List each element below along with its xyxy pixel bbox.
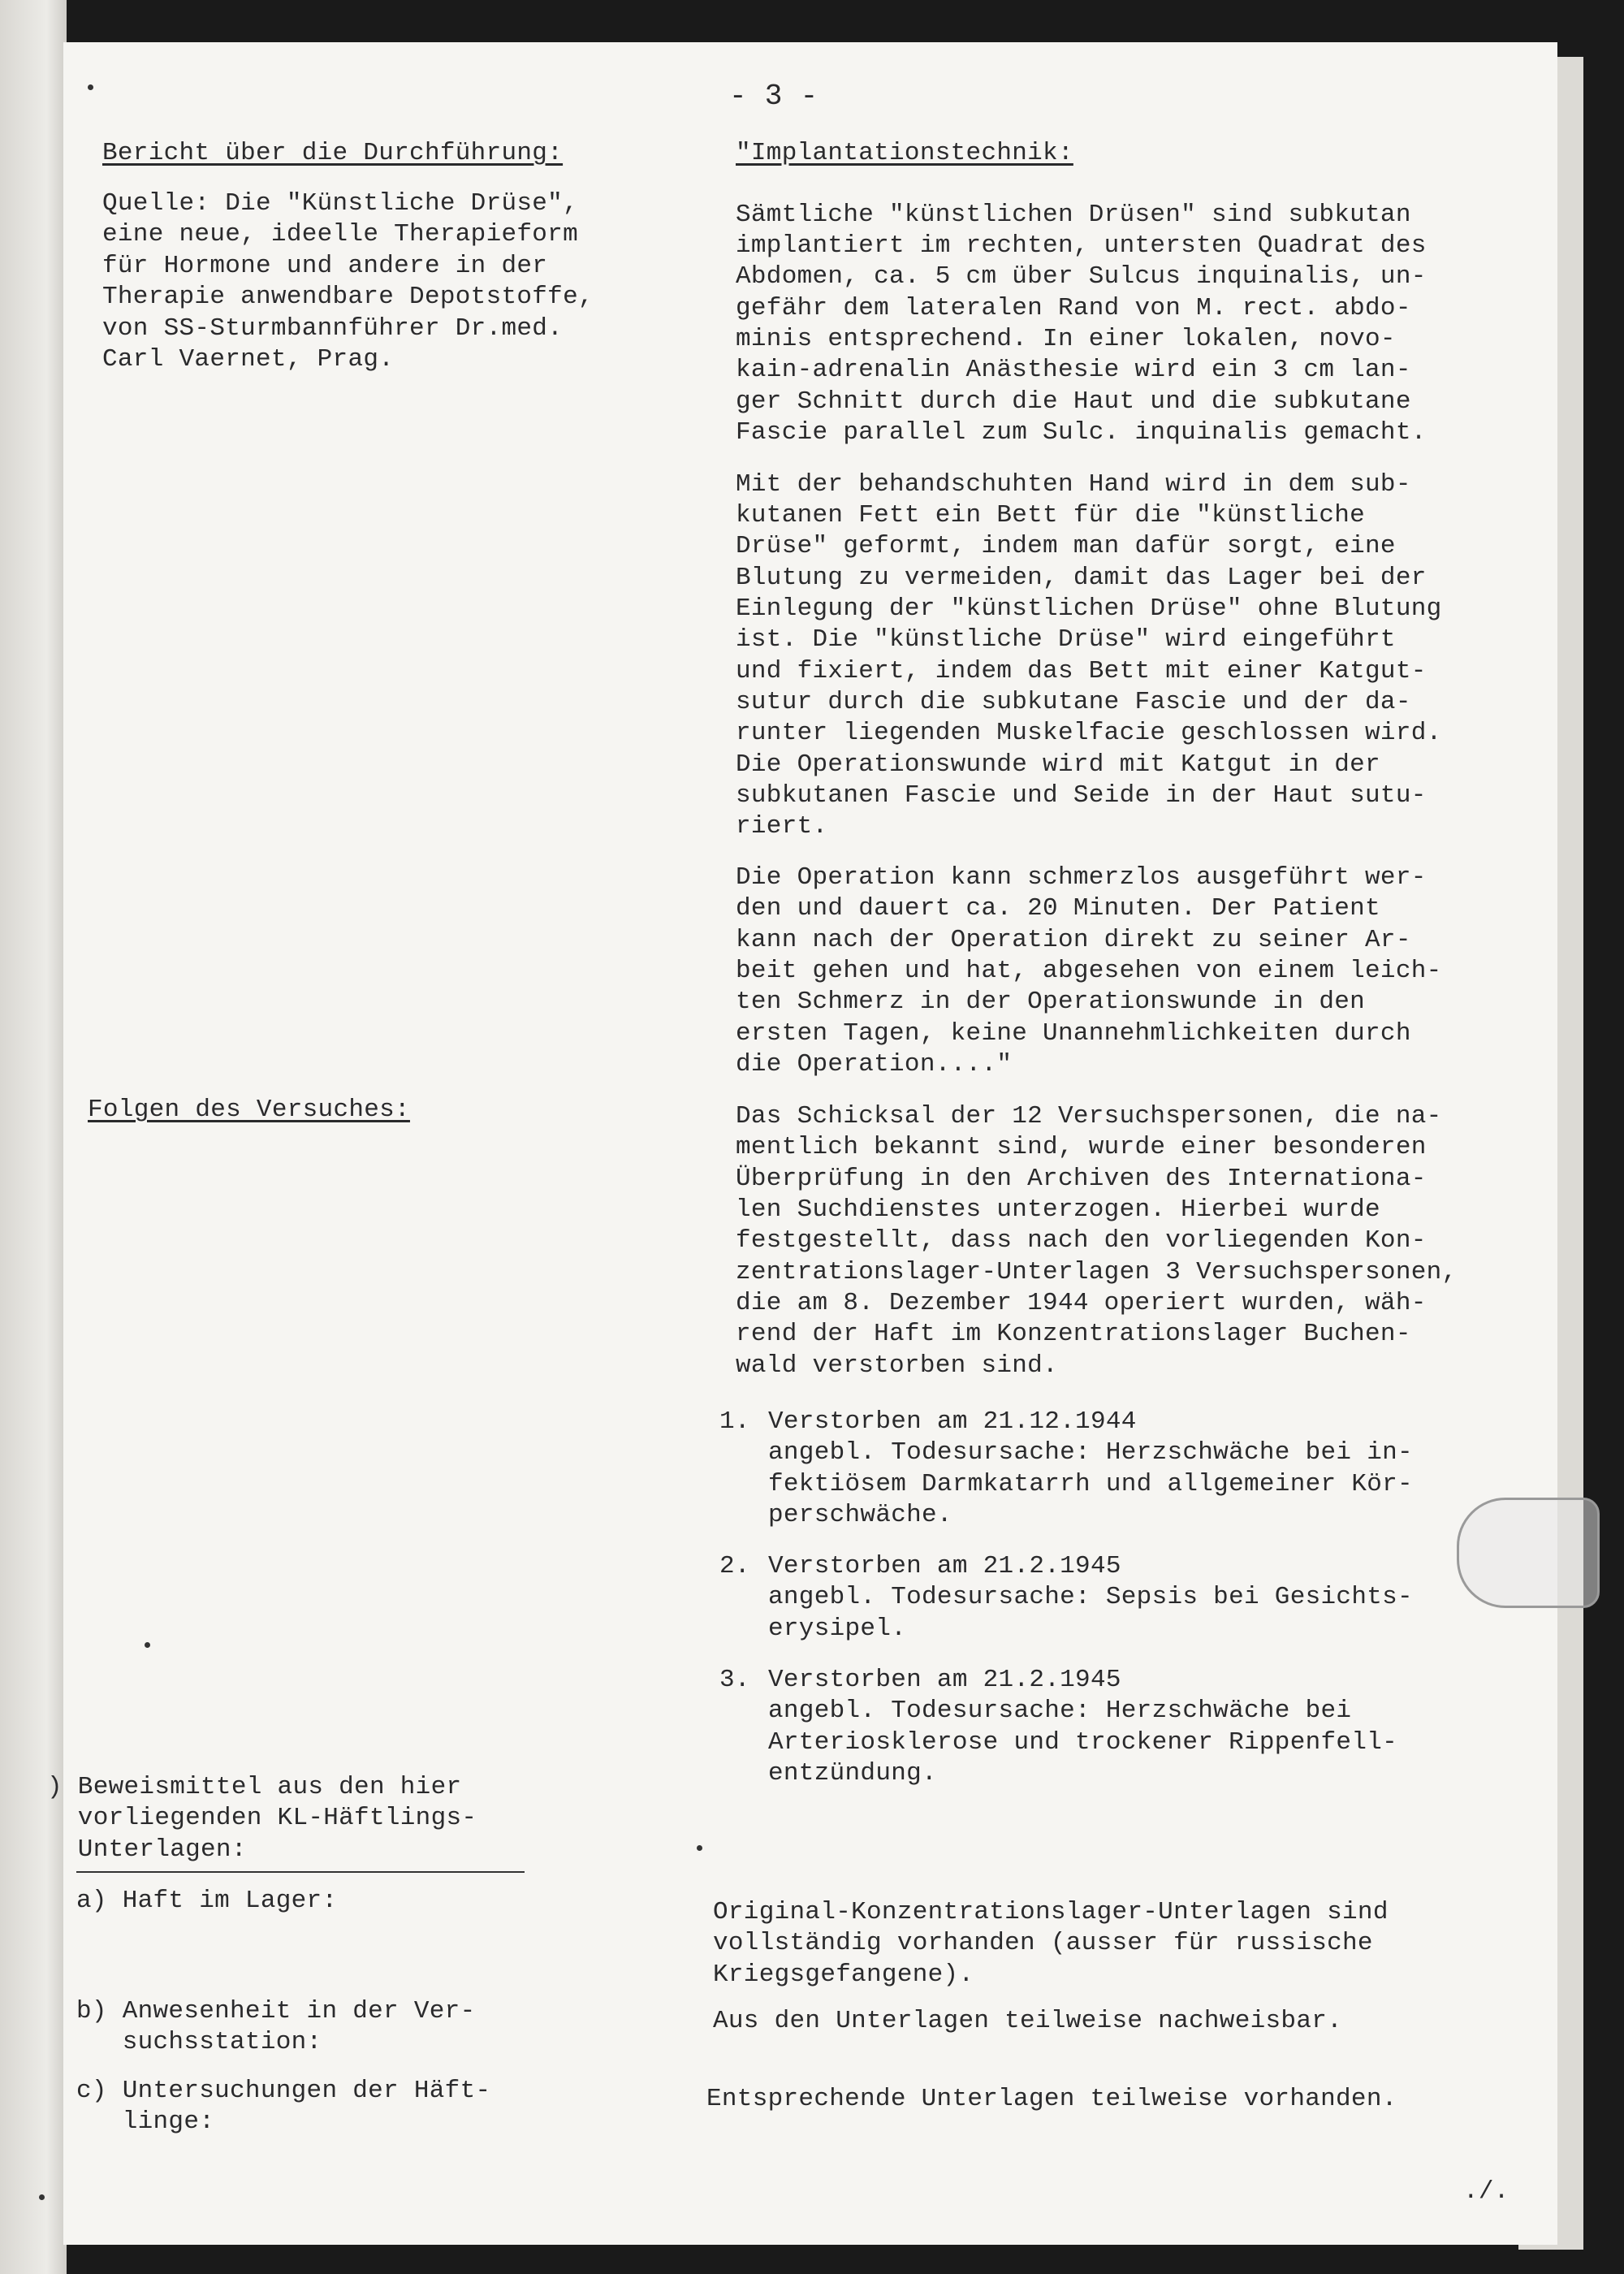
item-b-line: b) Anwesenheit in der Ver- bbox=[76, 1997, 476, 2025]
death-line: erysipel. bbox=[768, 1615, 907, 1643]
answer-c: Entsprechende Unterlagen teilweise vorhanden. bbox=[706, 2085, 1397, 2113]
text-line: implantiert im rechten, untersten Quadrat des bbox=[736, 231, 1427, 260]
text-line: mentlich bekannt sind, wurde einer besonderen bbox=[736, 1133, 1427, 1161]
text-line: festgestellt, dass nach den vorliegenden Kon- bbox=[736, 1226, 1427, 1255]
text-line: Kriegsgefangene). bbox=[713, 1961, 974, 1989]
death-line: angebl. Todesursache: Herzschwäche bei bbox=[768, 1697, 1352, 1725]
text-line: riert. bbox=[736, 812, 828, 841]
text-line: Abdomen, ca. 5 cm über Sulcus inquinalis, un- bbox=[736, 262, 1427, 291]
item-a: a) Haft im Lager: bbox=[76, 1887, 338, 1915]
death-number: 3. bbox=[719, 1666, 750, 1694]
item-c-line: linge: bbox=[76, 2108, 215, 2136]
text-line: Original-Konzentrationslager-Unterlagen sind bbox=[713, 1898, 1389, 1926]
text-line: zentrationslager-Unterlagen 3 Versuchspersonen, bbox=[736, 1258, 1458, 1286]
text-line: kann nach der Operation direkt zu seiner Ar- bbox=[736, 926, 1411, 954]
source-line: Therapie anwendbare Depotstoffe, bbox=[102, 283, 594, 311]
death-line: Verstorben am 21.2.1945 bbox=[768, 1552, 1121, 1580]
text-line: Die Operation kann schmerzlos ausgeführt wer- bbox=[736, 863, 1427, 892]
death-line: angebl. Todesursache: Herzschwäche bei in- bbox=[768, 1438, 1413, 1467]
source-line: Carl Vaernet, Prag. bbox=[102, 345, 395, 374]
source-line: eine neue, ideelle Therapieform bbox=[102, 220, 578, 249]
death-number: 2. bbox=[719, 1552, 750, 1580]
text-line: subkutanen Fascie und Seide in der Haut sutu- bbox=[736, 781, 1427, 810]
text-line: Das Schicksal der 12 Versuchspersonen, die na- bbox=[736, 1102, 1442, 1131]
death-line: Verstorben am 21.2.1945 bbox=[768, 1666, 1121, 1694]
evidence-line: vorliegenden KL-Häftlings- bbox=[47, 1804, 477, 1832]
previous-page-edge bbox=[0, 0, 67, 2274]
text-line: Blutung zu vermeiden, damit das Lager bei der bbox=[736, 564, 1427, 592]
text-line: Einlegung der "künstlichen Drüse" ohne Blutung bbox=[736, 594, 1442, 623]
source-line: von SS-Sturmbannführer Dr.med. bbox=[102, 314, 564, 343]
text-line: Mit der behandschuhten Hand wird in dem sub- bbox=[736, 470, 1411, 499]
text-line: die am 8. Dezember 1944 operiert wurden, wäh- bbox=[736, 1289, 1427, 1317]
text-line: gefähr dem lateralen Rand von M. rect. abdo- bbox=[736, 294, 1411, 322]
text-line: kain-adrenalin Anästhesie wird ein 3 cm lan- bbox=[736, 356, 1411, 384]
evidence-line: Unterlagen: bbox=[47, 1835, 247, 1864]
text-line: sutur durch die subkutane Fascie und der da- bbox=[736, 688, 1411, 716]
text-line: ist. Die "künstliche Drüse" wird eingeführt bbox=[736, 625, 1396, 654]
technique-heading: "Implantationstechnik: bbox=[736, 139, 1073, 167]
evidence-line: ) Beweismittel aus den hier bbox=[47, 1773, 462, 1801]
text-line: Überprüfung in den Archiven des Internationa- bbox=[736, 1165, 1427, 1193]
report-heading: Bericht über die Durchführung: bbox=[102, 139, 564, 167]
death-line: perschwäche. bbox=[768, 1501, 952, 1529]
text-line: den und dauert ca. 20 Minuten. Der Patient bbox=[736, 894, 1380, 923]
item-c-line: c) Untersuchungen der Häft- bbox=[76, 2077, 491, 2105]
item-b-line: suchsstation: bbox=[76, 2028, 322, 2056]
death-line: angebl. Todesursache: Sepsis bei Gesichts- bbox=[768, 1583, 1413, 1611]
text-line: rend der Haft im Konzentrationslager Buchen- bbox=[736, 1320, 1411, 1348]
continuation-mark: ./. bbox=[1463, 2177, 1510, 2206]
death-line: entzündung. bbox=[768, 1759, 937, 1788]
scan-speck bbox=[88, 84, 93, 90]
consequences-heading: Folgen des Versuches: bbox=[88, 1096, 410, 1124]
scan-speck bbox=[39, 2194, 45, 2200]
death-line: Verstorben am 21.12.1944 bbox=[768, 1407, 1137, 1436]
text-line: Die Operationswunde wird mit Katgut in der bbox=[736, 750, 1380, 779]
document-page bbox=[47, 42, 1557, 2245]
text-line: die Operation...." bbox=[736, 1050, 1013, 1079]
paper-clip bbox=[1457, 1498, 1600, 1608]
text-line: runter liegenden Muskelfacie geschlossen wird. bbox=[736, 719, 1442, 747]
page-number: - 3 - bbox=[729, 80, 818, 113]
text-line: ger Schnitt durch die Haut und die subkutane bbox=[736, 387, 1411, 416]
text-line: minis entsprechend. In einer lokalen, novo- bbox=[736, 325, 1396, 353]
death-number: 1. bbox=[719, 1407, 750, 1436]
source-line: für Hormone und andere in der bbox=[102, 252, 548, 280]
section-rule bbox=[76, 1871, 525, 1873]
text-line: wald verstorben sind. bbox=[736, 1351, 1058, 1380]
text-line: Fascie parallel zum Sulc. inquinalis gemacht. bbox=[736, 418, 1427, 447]
text-line: Sämtliche "künstlichen Drüsen" sind subkutan bbox=[736, 201, 1411, 229]
text-line: len Suchdienstes unterzogen. Hierbei wurde bbox=[736, 1195, 1380, 1224]
death-line: fektiösem Darmkatarrh und allgemeiner Kör- bbox=[768, 1470, 1413, 1498]
text-line: ten Schmerz in der Operationswunde in den bbox=[736, 988, 1366, 1016]
text-line: ersten Tagen, keine Unannehmlichkeiten durch bbox=[736, 1019, 1411, 1048]
answer-b: Aus den Unterlagen teilweise nachweisbar. bbox=[713, 2007, 1343, 2035]
death-line: Arteriosklerose und trockener Rippenfell- bbox=[768, 1728, 1398, 1757]
text-line: Drüse" geformt, indem man dafür sorgt, eine bbox=[736, 532, 1396, 560]
text-line: und fixiert, indem das Bett mit einer Katgut- bbox=[736, 657, 1427, 685]
source-line: Quelle: Die "Künstliche Drüse", bbox=[102, 189, 578, 218]
scan-speck bbox=[697, 1845, 702, 1851]
text-line: beit gehen und hat, abgesehen von einem leich- bbox=[736, 957, 1442, 985]
scan-speck bbox=[145, 1642, 150, 1648]
text-line: vollständig vorhanden (ausser für russische bbox=[713, 1929, 1373, 1957]
text-line: kutanen Fett ein Bett für die "künstliche bbox=[736, 501, 1366, 530]
